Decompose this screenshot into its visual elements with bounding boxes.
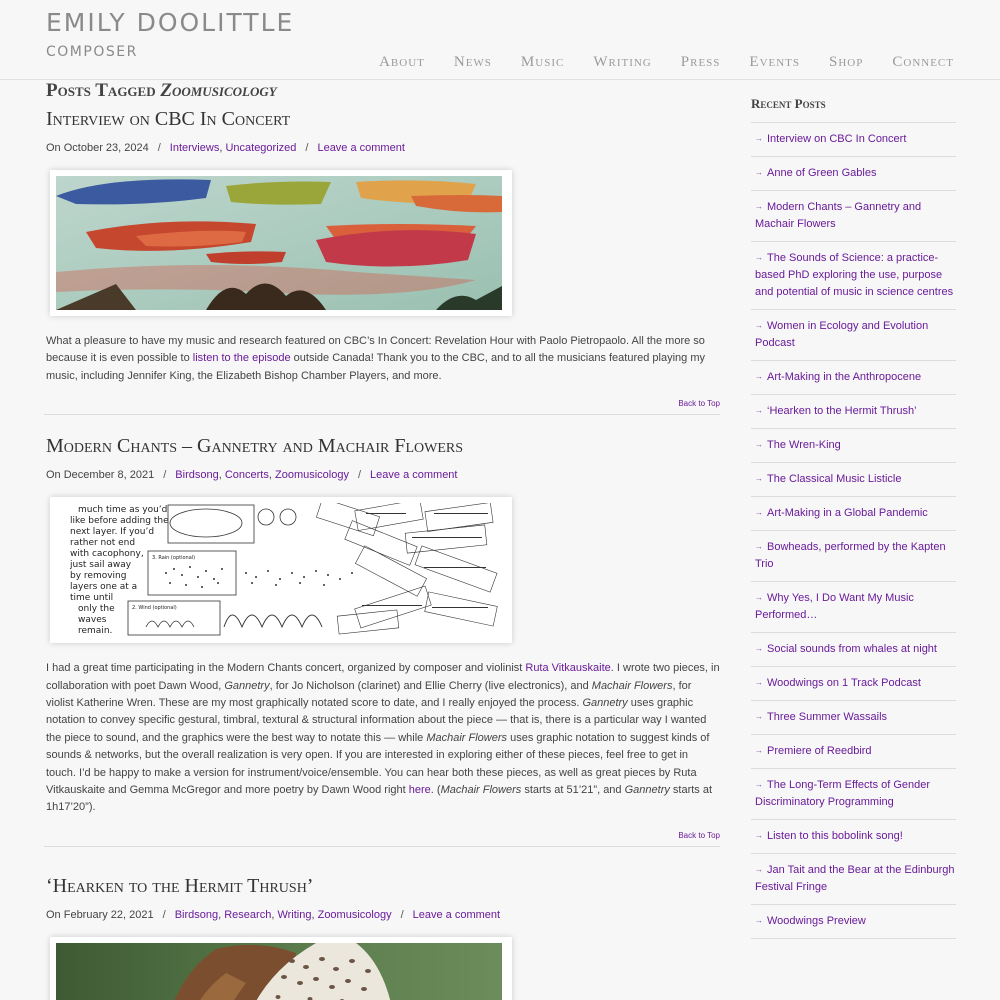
- post-excerpt: [46, 333, 720, 385]
- recent-post-link[interactable]: Woodwings Preview: [767, 915, 866, 927]
- main-nav: [379, 54, 954, 71]
- arrow-right-icon: →: [755, 542, 763, 551]
- arrow-right-icon: →: [755, 406, 763, 415]
- meta-separator: /: [357, 469, 362, 482]
- site-title[interactable]: EMILY DOOLITTLE: [46, 8, 295, 37]
- score-text-line: remain.: [78, 626, 113, 637]
- excerpt-emphasis: Gannetry: [624, 784, 670, 797]
- post-thumbnail[interactable]: [50, 937, 512, 1000]
- site-header: [0, 0, 1000, 80]
- recent-post-item: [751, 820, 956, 854]
- score-text-line: next layer. If you’d: [70, 527, 155, 538]
- recent-post-item: [751, 633, 956, 667]
- arrow-right-icon: →: [755, 474, 763, 483]
- excerpt-text: . (: [430, 784, 441, 797]
- recent-post-item: [751, 242, 956, 310]
- excerpt-text: I had a great time participating in the Modern Chants concert, organized by composer and violinist: [46, 662, 526, 675]
- recent-post-link[interactable]: Woodwings on 1 Track Podcast: [767, 677, 921, 689]
- category-link-birdsong[interactable]: Birdsong: [174, 908, 219, 921]
- arrow-right-icon: →: [755, 321, 763, 330]
- meta-separator: /: [157, 142, 161, 154]
- nav-item-shop[interactable]: Shop: [829, 54, 864, 70]
- recent-post-item: [751, 497, 956, 531]
- post-date: On February 22, 2021: [46, 908, 154, 921]
- post-thumbnail[interactable]: [50, 497, 512, 643]
- leave-comment-link[interactable]: Leave a comment: [317, 142, 405, 154]
- ruta-vitkauskaite-link[interactable]: Ruta Vitkauskaite: [525, 662, 611, 675]
- recent-post-link[interactable]: Modern Chants – Gannetry and Machair Flowers: [755, 201, 922, 230]
- arrow-right-icon: →: [755, 372, 763, 381]
- recent-post-link[interactable]: The Classical Music Listicle: [767, 473, 902, 485]
- recent-post-item: [751, 157, 956, 191]
- nav-item-writing[interactable]: Writing: [593, 54, 652, 70]
- arrow-right-icon: →: [755, 168, 763, 177]
- arrow-right-icon: →: [755, 440, 763, 449]
- recent-post-item: [751, 905, 956, 939]
- post-meta: On October 23, 2024 / Interviews, Uncategorized / Leave a comment: [46, 142, 405, 154]
- sidebar-title: Recent Posts: [751, 96, 956, 123]
- recent-post-item: [751, 361, 956, 395]
- excerpt-text: What a pleasure to have my music and research featured on CBC’s In Concert: Revelation Hour with Paolo Pietropaolo. All the more so because it is even possible to: [46, 335, 705, 365]
- excerpt-text: starts at 51’21”, and: [521, 784, 625, 797]
- score-text-line: layers one at a: [70, 582, 138, 593]
- score-text-line: with cacophony,: [70, 549, 144, 560]
- excerpt-text: uses graphic notation to convey specific gestural, timbral, textural & structural information about the piece — that is, there is a particular way I wanted the piece to sound, and the graphics were the best way to notate this — while: [46, 697, 707, 744]
- category-link-zoomusicology[interactable]: Zoomusicology: [275, 469, 349, 482]
- recent-post-item: [751, 769, 956, 820]
- arrow-right-icon: →: [755, 916, 763, 925]
- site-tagline: COMPOSER: [46, 44, 138, 60]
- recent-post-item: [751, 463, 956, 497]
- archive-title: [46, 80, 720, 102]
- listen-episode-link[interactable]: listen to the episode: [192, 352, 291, 365]
- recent-post-item: [751, 701, 956, 735]
- nav-item-news[interactable]: News: [453, 54, 492, 70]
- arrow-right-icon: →: [755, 780, 763, 789]
- nav-item-music[interactable]: Music: [520, 54, 565, 70]
- back-to-top: [46, 831, 720, 840]
- score-label: 2. Wind (optional): [132, 605, 177, 612]
- sidebar: [751, 96, 956, 939]
- excerpt-emphasis: Machair Flowers: [591, 679, 673, 692]
- score-text-line: just sail away: [70, 560, 132, 571]
- recent-post-link[interactable]: Three Summer Wassails: [767, 711, 888, 723]
- recent-post-item: [751, 395, 956, 429]
- recent-post-link[interactable]: Social sounds from whales at night: [767, 643, 937, 655]
- main-content: [46, 80, 720, 1000]
- recent-post-item: [751, 429, 956, 463]
- back-to-top: [46, 399, 720, 408]
- post: [46, 433, 720, 847]
- post-title-link[interactable]: Interview on CBC In Concert: [46, 108, 291, 130]
- arrow-right-icon: →: [755, 253, 763, 262]
- excerpt-text: , for Jo Nicholson (clarinet) and Ellie Cherry (live electronics), and: [269, 679, 592, 692]
- recent-post-link[interactable]: Women in Ecology and Evolution Podcast: [755, 320, 929, 349]
- recent-post-item: [751, 667, 956, 701]
- category-link-birdsong[interactable]: Birdsong: [175, 469, 219, 482]
- recent-post-item: [751, 582, 956, 633]
- category-link-writing[interactable]: Writing: [277, 908, 312, 921]
- score-text-line: time until: [70, 593, 114, 604]
- excerpt-emphasis: Gannetry: [224, 679, 270, 692]
- thrush-thumbnail-image: [56, 943, 502, 1000]
- recent-post-link[interactable]: Listen to this bobolink song!: [767, 830, 903, 842]
- recent-post-link[interactable]: Anne of Green Gables: [767, 167, 877, 179]
- category-link-uncategorized[interactable]: Uncategorized: [225, 142, 297, 154]
- recent-post-link[interactable]: Art-Making in a Global Pandemic: [767, 507, 928, 519]
- recent-post-link[interactable]: Premiere of Reedbird: [767, 745, 872, 757]
- recent-post-link[interactable]: Interview on CBC In Concert: [767, 133, 907, 145]
- excerpt-text: starts at 1h17’20”).: [46, 784, 713, 814]
- nav-item-events[interactable]: Events: [749, 54, 801, 70]
- post-title-link[interactable]: ‘Hearken to the Hermit Thrush’: [46, 874, 314, 897]
- arrow-right-icon: →: [755, 865, 763, 874]
- score-text-line: only the: [78, 604, 115, 615]
- recent-post-item: [751, 531, 956, 582]
- recent-post-link[interactable]: The Sounds of Science: a practice-based PhD exploring the use, purpose and potential of music in science centres: [755, 252, 954, 298]
- arrow-right-icon: →: [755, 134, 763, 143]
- arrow-right-icon: →: [755, 202, 763, 211]
- arrow-right-icon: →: [755, 746, 763, 755]
- arrow-right-icon: →: [755, 593, 763, 602]
- recent-posts-list: [751, 123, 956, 939]
- excerpt-emphasis: Machair Flowers: [440, 784, 522, 797]
- arrow-right-icon: →: [755, 831, 763, 840]
- score-thumbnail-image: [56, 503, 502, 637]
- arrow-right-icon: →: [755, 644, 763, 653]
- category-link-zoomusicology[interactable]: Zoomusicology: [317, 908, 392, 921]
- recent-post-item: [751, 123, 956, 157]
- category-link-interviews[interactable]: Interviews: [169, 142, 220, 154]
- arrow-right-icon: →: [755, 712, 763, 721]
- leave-comment-link[interactable]: Leave a comment: [370, 469, 458, 482]
- category-link-concerts[interactable]: Concerts: [224, 469, 269, 482]
- arrow-right-icon: →: [755, 508, 763, 517]
- back-to-top-link[interactable]: Back to Top: [678, 830, 720, 840]
- recent-post-item: [751, 735, 956, 769]
- excerpt-text: , for violist Katherine Wren. These are my most graphically notated score to date, and I really enjoyed the process.: [46, 679, 692, 710]
- arrow-right-icon: →: [755, 678, 763, 687]
- recent-post-link[interactable]: Bowheads, performed by the Kapten Trio: [755, 541, 946, 570]
- recent-post-link[interactable]: ‘Hearken to the Hermit Thrush’: [767, 405, 917, 417]
- recent-post-link[interactable]: Jan Tait and the Bear at the Edinburgh Festival Fringe: [755, 864, 955, 893]
- score-text-line: like before adding the: [70, 516, 169, 527]
- nav-item-press[interactable]: Press: [680, 54, 721, 70]
- nav-item-connect[interactable]: Connect: [892, 54, 954, 70]
- score-label: 3. Rain (optional): [152, 555, 196, 562]
- excerpt-emphasis: Gannetry: [582, 697, 628, 710]
- archive-tag: Zoomusicology: [160, 80, 277, 101]
- leave-comment-link[interactable]: Leave a comment: [412, 908, 501, 921]
- post-title[interactable]: [46, 433, 720, 459]
- post-meta: On February 22, 2021 / Birdsong, Research, Writing, Zoomusicology / Leave a comment: [46, 908, 501, 921]
- post-date: On October 23, 2024: [46, 142, 149, 154]
- recent-post-link[interactable]: The Long-Term Effects of Gender Discriminatory Programming: [755, 779, 931, 808]
- post-title-link[interactable]: Modern Chants – Gannetry and Machair Flowers: [46, 435, 464, 458]
- category-link-research[interactable]: Research: [224, 908, 272, 921]
- painting-thumbnail-image: [56, 176, 502, 310]
- post-thumbnail[interactable]: [50, 170, 512, 316]
- archive-prefix: Posts Tagged: [46, 80, 156, 101]
- recent-post-item: [751, 854, 956, 905]
- excerpt-text: . I wrote two pieces, in collaboration with poet Dawn Wood,: [46, 662, 720, 692]
- meta-separator: /: [400, 908, 404, 921]
- post-title[interactable]: [46, 873, 720, 899]
- recent-post-link[interactable]: The Wren-King: [767, 439, 841, 451]
- score-text-line: waves: [78, 615, 107, 626]
- recent-post-item: [751, 191, 956, 242]
- post-excerpt: [46, 660, 720, 817]
- back-to-top-link[interactable]: Back to Top: [678, 399, 720, 409]
- post-title[interactable]: [46, 106, 720, 132]
- score-text-line: by removing: [70, 571, 127, 582]
- post-date: On December 8, 2021: [46, 469, 155, 482]
- excerpt-emphasis: Machair Flowers: [426, 731, 508, 744]
- recent-post-link[interactable]: Why Yes, I Do Want My Music Performed…: [755, 592, 914, 621]
- nav-item-about[interactable]: About: [379, 54, 425, 70]
- here-link[interactable]: here: [408, 784, 431, 797]
- post: [46, 873, 720, 1000]
- post: [46, 106, 720, 415]
- post-divider: [44, 846, 720, 847]
- recent-post-item: [751, 310, 956, 361]
- excerpt-text: outside Canada! Thank you to the CBC, and to all the musicians featured playing my music, including Jennifer King, the Elizabeth Bishop Chamber Players, and more.: [46, 352, 705, 382]
- score-text-line: rather not end: [70, 538, 136, 549]
- meta-separator: /: [305, 142, 309, 154]
- score-text-line: much time as you’d: [78, 505, 168, 516]
- excerpt-text: uses graphic notation to suggest kinds of sounds & networks, but the overall realization is very open. If you are interested in exploring either of these pieces, feel free to get in touch. I’d be happy to make a version for instrument/voice/ensemble. You can hear both these pieces, as well as great pieces by Ruta Vitkauskaite and Gemma McGregor and more poetry by Dawn Wood right: [46, 731, 710, 797]
- meta-separator: /: [163, 469, 167, 482]
- post-meta: On December 8, 2021 / Birdsong, Concerts, Zoomusicology / Leave a comment: [46, 469, 458, 482]
- recent-post-link[interactable]: Art-Making in the Anthropocene: [767, 371, 922, 383]
- meta-separator: /: [162, 908, 166, 921]
- post-divider: [44, 414, 720, 415]
